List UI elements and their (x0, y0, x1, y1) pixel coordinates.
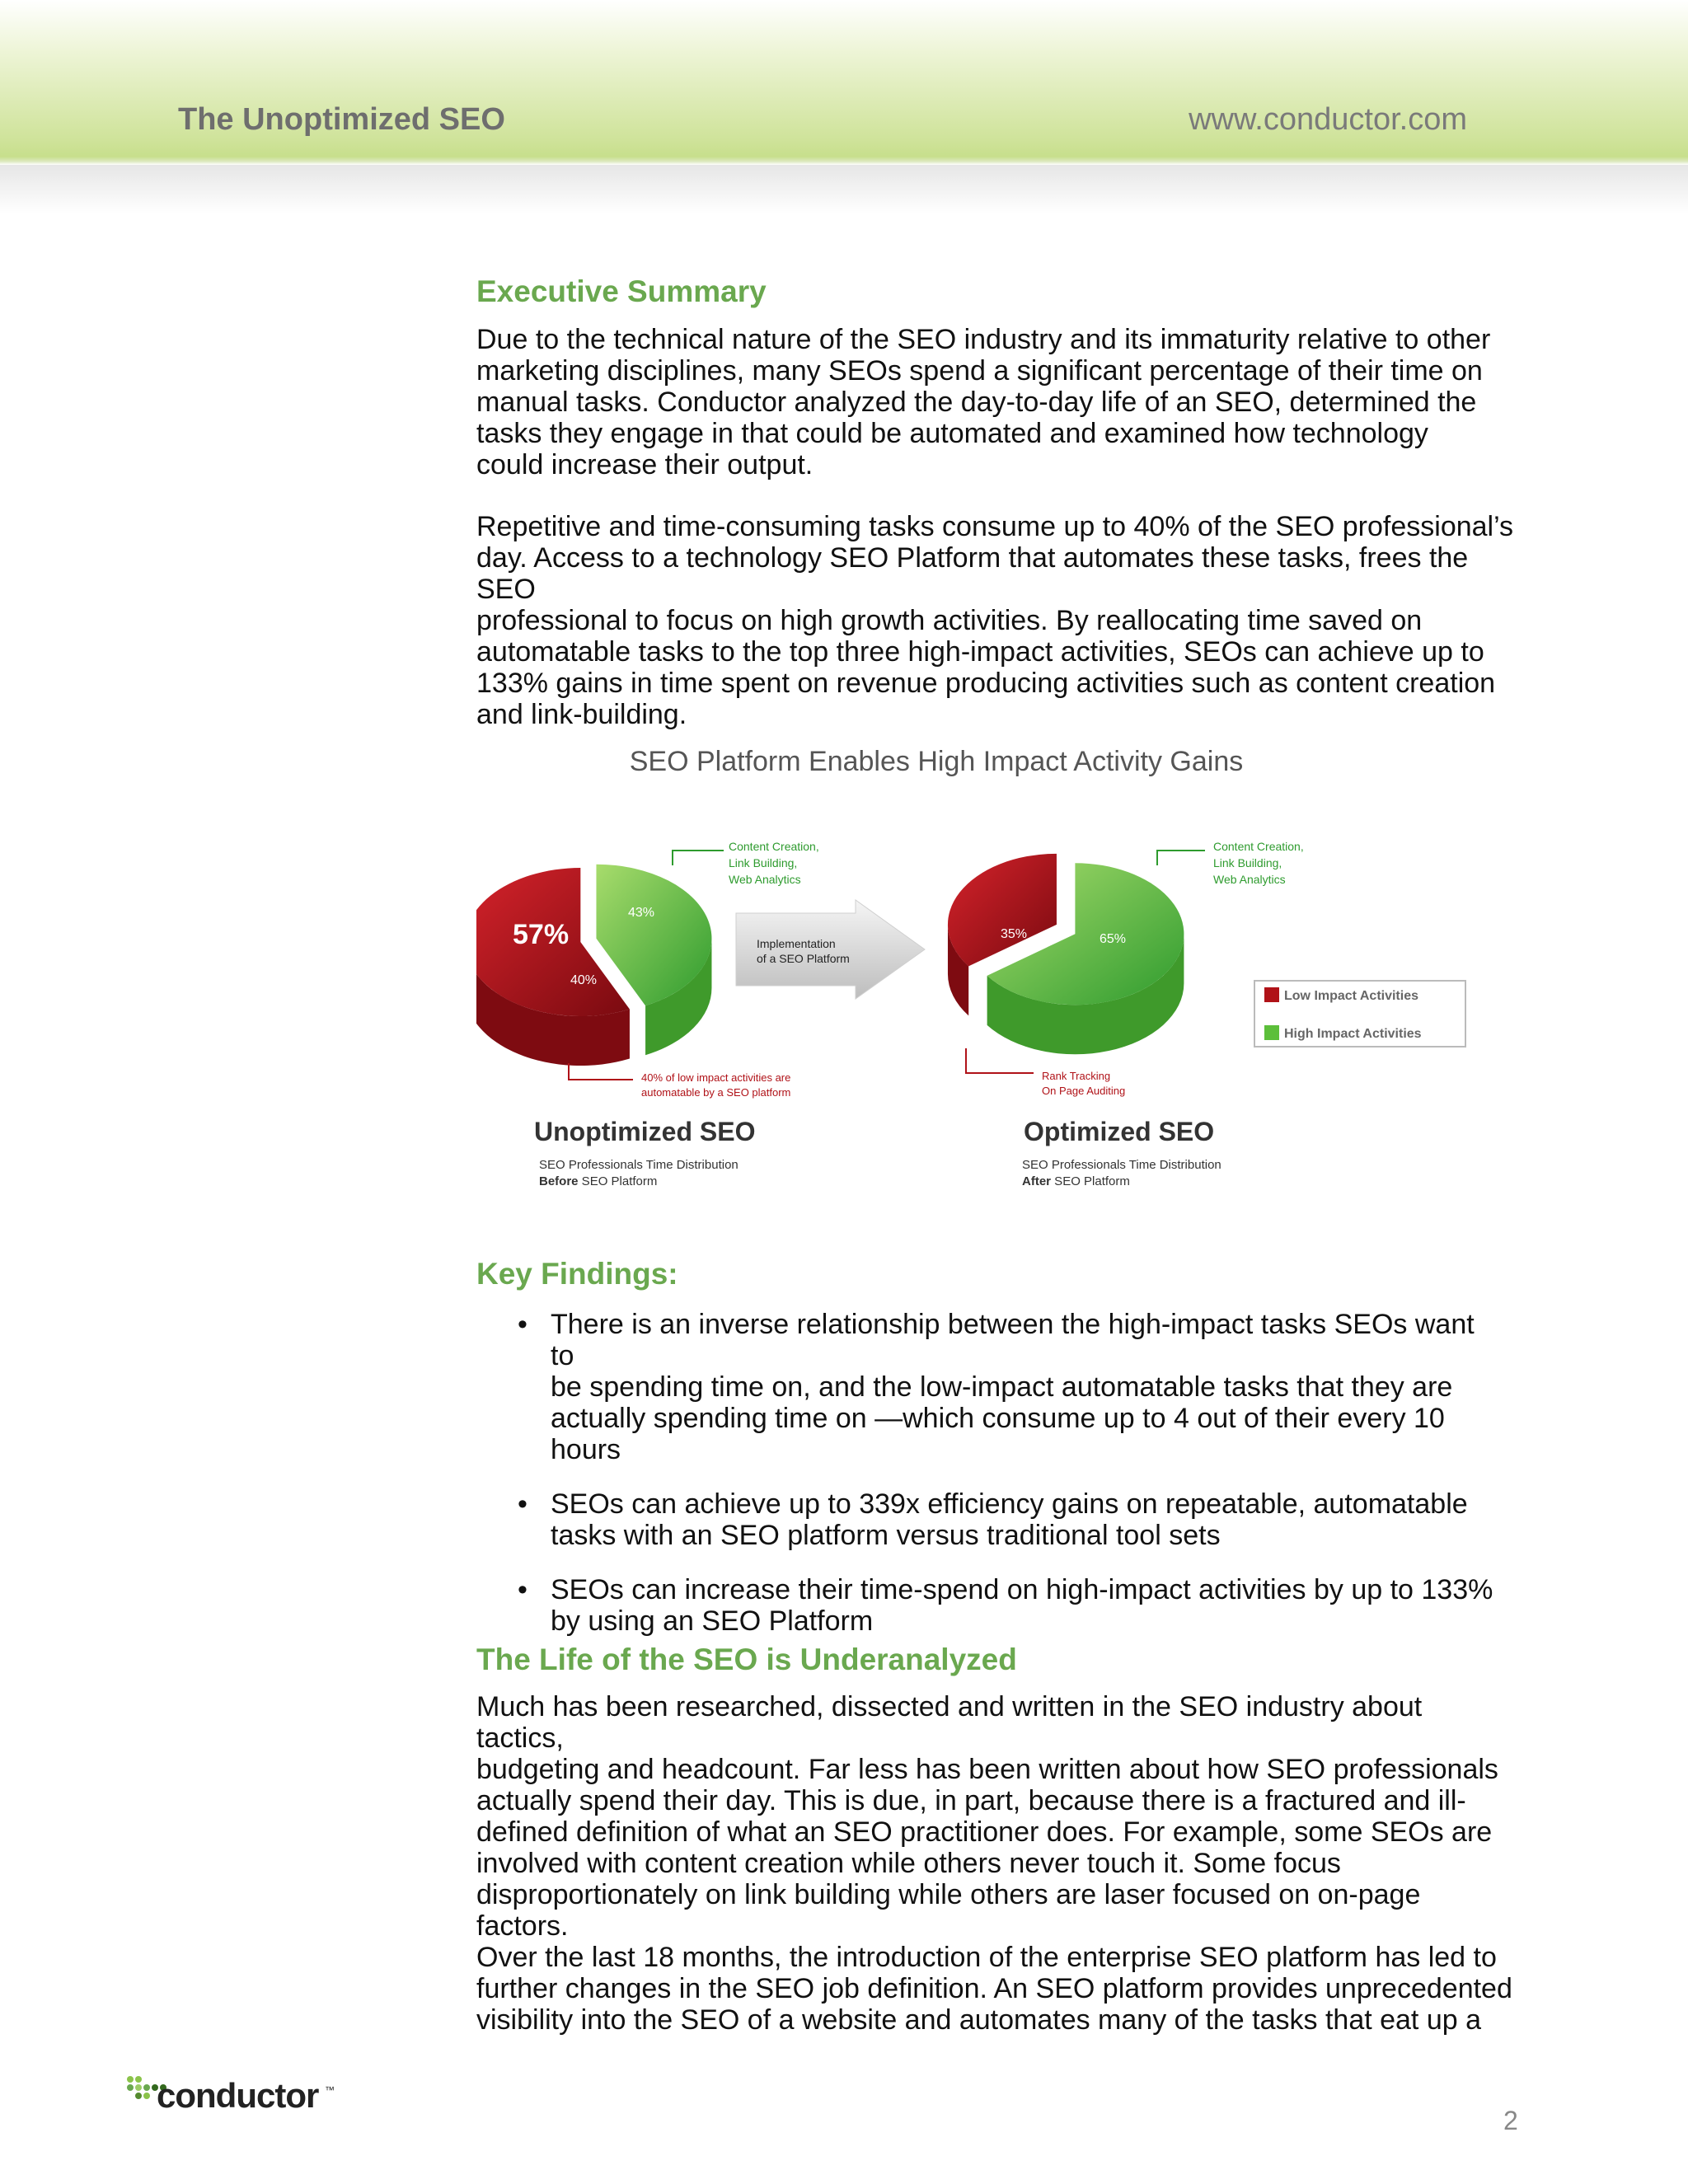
key-findings-heading: Key Findings: (476, 1257, 678, 1291)
text-line: hours (551, 1434, 621, 1465)
pie-chart-figure (476, 824, 1515, 1220)
text-line: visibility into the SEO of a website and automates many of the tasks that eat up a (476, 2004, 1482, 2036)
callout-text-high: Link Building, (1213, 856, 1282, 869)
pie-value-label-low: 57% (513, 919, 570, 950)
life-of-seo-paragraph-1 (476, 1691, 1515, 1942)
text-line: tasks with an SEO platform versus traditional tool sets (551, 1520, 1221, 1551)
text-line: manual tasks. Conductor analyzed the day-to-day life of an SEO, determined the (476, 387, 1477, 418)
callout-text-high: Content Creation, (1213, 840, 1304, 853)
callout-text-low: automatable by a SEO platform (641, 1086, 791, 1099)
callout-text-high: Web Analytics (1213, 873, 1286, 886)
text-line: Much has been researched, dissected and written in the SEO industry about tactics, (476, 1691, 1423, 1754)
text-line: factors. (476, 1910, 569, 1942)
key-findings-list (518, 1309, 1498, 1660)
callout-text-low: 40% of low impact activities are (641, 1071, 791, 1084)
arrow-label: of a SEO Platform (757, 952, 850, 965)
callout-line-high (673, 851, 724, 865)
legend-swatch (1264, 1025, 1279, 1040)
callout-text-high: Web Analytics (729, 873, 801, 886)
legend-swatch (1264, 987, 1279, 1002)
text-line: marketing disciplines, many SEOs spend a significant percentage of their time on (476, 355, 1483, 387)
callout-text-high: Link Building, (729, 856, 798, 869)
life-of-seo-heading: The Life of the SEO is Underanalyzed (476, 1643, 1017, 1676)
text-line: could increase their output. (476, 449, 814, 480)
arrow-label: Implementation (757, 937, 836, 950)
text-line: by using an SEO Platform (551, 1605, 874, 1637)
text-line: actually spending time on —which consume up to 4 out of their every 10 (551, 1403, 1445, 1434)
text-line: Over the last 18 months, the introduction of the enterprise SEO platform has led to (476, 1942, 1497, 1973)
text-line: involved with content creation while others never touch it. Some focus (476, 1848, 1341, 1879)
pie-chart-subtitle (539, 1174, 657, 1188)
subtitle-bold: Before (539, 1174, 579, 1188)
logo-text: conductor (157, 2076, 319, 2115)
conductor-logo (125, 2073, 340, 2122)
text-line: professional to focus on high growth activities. By reallocating time saved on (476, 605, 1423, 636)
pie-value-label-low: 35% (1001, 927, 1028, 941)
text-line: further changes in the SEO job definition. An SEO platform provides unprecedented (476, 1973, 1512, 2004)
life-of-seo-paragraph-2 (476, 1942, 1515, 2036)
pie-value-label-high: 65% (1100, 932, 1127, 946)
pie-chart-subtitle: SEO Professionals Time Distribution (1022, 1158, 1221, 1172)
subtitle-rest: SEO Platform (578, 1174, 658, 1188)
text-line: budgeting and headcount. Far less has been written about how SEO professionals (476, 1754, 1498, 1785)
text-line: tasks they engage in that could be automated and examined how technology (476, 418, 1428, 449)
header-band (0, 0, 1688, 165)
executive-summary-paragraph-2 (476, 511, 1515, 730)
legend-label: High Impact Activities (1284, 1027, 1422, 1041)
subtitle-rest: SEO Platform (1051, 1174, 1130, 1188)
pie-chart-name: Unoptimized SEO (534, 1117, 756, 1146)
callout-text-high: Content Creation, (729, 840, 819, 853)
list-item (518, 1574, 1498, 1637)
text-line: automatable tasks to the top three high-impact activities, SEOs can achieve up to (476, 636, 1484, 668)
legend-label: Low Impact Activities (1284, 989, 1418, 1003)
executive-summary-paragraph-1 (476, 324, 1515, 480)
website-url: www.conductor.com (1189, 102, 1467, 137)
text-line: Repetitive and time-consuming tasks consume up to 40% of the SEO professional’s (476, 511, 1514, 542)
pie-chart-subtitle: SEO Professionals Time Distribution (539, 1158, 738, 1172)
text-line: There is an inverse relationship between the high-impact tasks SEOs want to (551, 1309, 1475, 1371)
callout-line-low (966, 1048, 1034, 1073)
text-line: defined definition of what an SEO practitioner does. For example, some SEOs are (476, 1816, 1493, 1848)
text-line: and link-building. (476, 699, 687, 730)
executive-summary-heading: Executive Summary (476, 274, 767, 308)
pie-inner-label: 40% (570, 973, 598, 987)
text-line: SEOs can increase their time-spend on high-impact activities by up to 133% (551, 1574, 1493, 1605)
page-number: 2 (1503, 2106, 1518, 2135)
pie-slice-low-impact (948, 854, 1057, 967)
callout-line-high (1157, 851, 1205, 865)
list-item (518, 1488, 1498, 1551)
pie-value-label-high: 43% (628, 906, 655, 920)
subtitle-bold: After (1022, 1174, 1052, 1188)
pie-chart-name: Optimized SEO (1024, 1117, 1215, 1146)
chart-title: SEO Platform Enables High Impact Activity Gains (629, 746, 1244, 777)
text-line: 133% gains in time spent on revenue producing activities such as content creation (476, 668, 1496, 699)
document-title: The Unoptimized SEO (178, 102, 505, 137)
trademark-symbol: ™ (325, 2084, 335, 2096)
list-item (518, 1309, 1498, 1465)
pie-chart-subtitle (1022, 1174, 1130, 1188)
callout-text-low: On Page Auditing (1042, 1085, 1126, 1097)
text-line: be spending time on, and the low-impact automatable tasks that they are (551, 1371, 1453, 1403)
pie-chart-svg (476, 824, 1515, 1220)
text-line: Due to the technical nature of the SEO industry and its immaturity relative to other (476, 324, 1491, 355)
text-line: disproportionately on link building while others are laser focused on on-page (476, 1879, 1421, 1910)
text-line: actually spend their day. This is due, in part, because there is a fractured and ill- (476, 1785, 1466, 1816)
text-line: SEOs can achieve up to 339x efficiency gains on repeatable, automatable (551, 1488, 1468, 1520)
header-shadow (0, 165, 1688, 214)
text-line: day. Access to a technology SEO Platform that automates these tasks, frees the SEO (476, 542, 1469, 605)
callout-text-low: Rank Tracking (1042, 1070, 1111, 1082)
